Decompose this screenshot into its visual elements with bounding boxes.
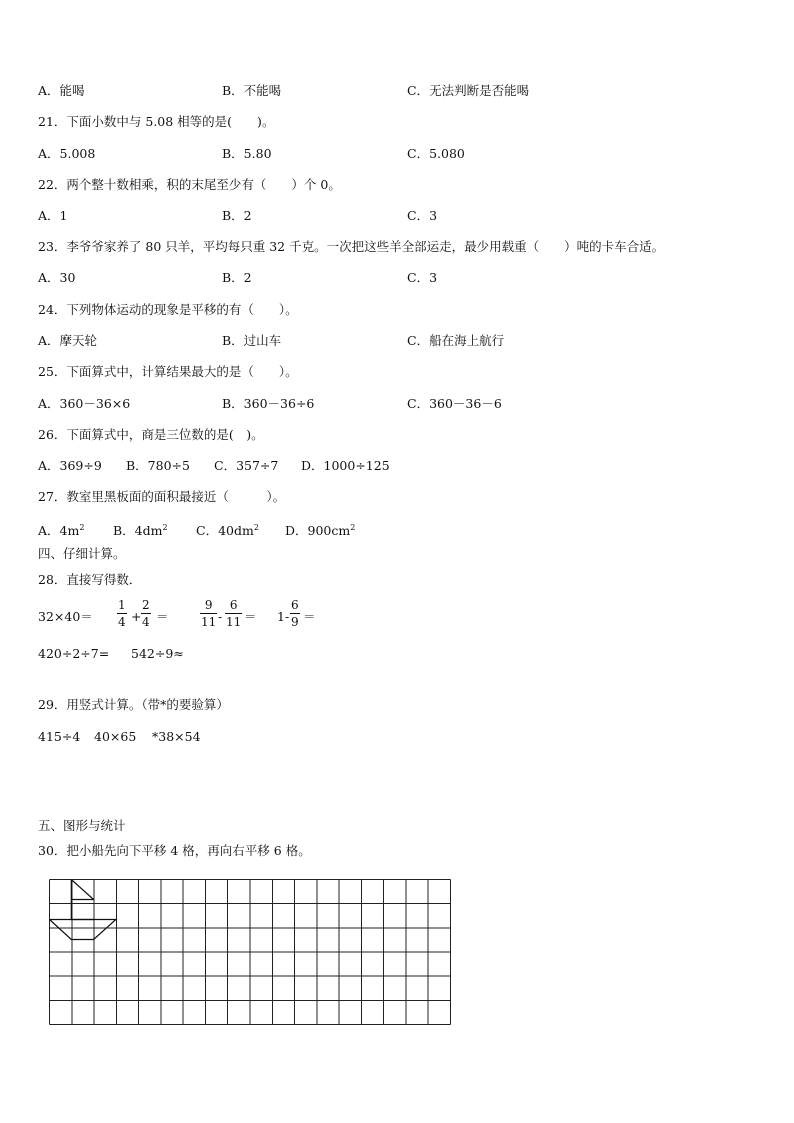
q29-expr-3: *38×54 — [152, 729, 201, 744]
q25-stem: 25．下面算式中，计算结果最大的是（ ）。 — [38, 364, 298, 379]
boat-hull — [50, 920, 116, 940]
q20-option-b: B．不能喝 — [222, 83, 282, 98]
q24-option-b: B．过山车 — [222, 333, 282, 348]
q28-stem: 28．直接写得数． — [38, 572, 142, 587]
q27-option-b: B．$4dm^2$ — [113, 523, 168, 538]
q28-expr-5: 420÷2÷7= — [38, 646, 110, 661]
q27-option-a: A．$4m^2$ — [38, 523, 85, 538]
q22-stem: 22．两个整十数相乘，积的末尾至少有（ ）个 0。 — [38, 177, 341, 192]
q28-expr-6: 542÷9≈ — [131, 646, 184, 661]
q28-fraction-1-4: 1 4 — [118, 598, 126, 629]
boat-sail-edge — [71, 880, 93, 900]
q26-option-a: A．369÷9 — [38, 458, 102, 473]
q28-minus-sign: - — [218, 609, 223, 624]
q27-option-c: C．$40dm^2$ — [196, 523, 259, 538]
q28-fraction-6-9: 6 9 — [291, 598, 299, 629]
q28-plus-sign: + — [131, 609, 142, 624]
section-4-heading: 四、仔细计算。 — [38, 546, 126, 561]
section-5-heading: 五、图形与统计 — [38, 818, 126, 833]
q28-expr-1: 32×40＝ — [38, 609, 93, 624]
q22-option-a: A．1 — [38, 208, 68, 223]
q28-one-minus: 1- — [277, 609, 290, 624]
q25-option-b: B．360－36÷6 — [222, 396, 315, 411]
q22-option-b: B．2 — [222, 208, 252, 223]
q20-option-c: C．无法判断是否能喝 — [407, 83, 530, 98]
q29-expr-2: 40×65 — [94, 729, 137, 744]
q20-option-a: A．能喝 — [38, 83, 85, 98]
q26-stem: 26．下面算式中，商是三位数的是( )。 — [38, 427, 264, 442]
boat-shape — [50, 880, 116, 940]
q30-grid-with-boat — [49, 879, 451, 1025]
q28-equals-1: ＝ — [156, 609, 169, 624]
q27-stem: 27．教室里黑板面的面积最接近（ ）。 — [38, 489, 286, 504]
q29-stem: 29．用竖式计算。（带*的要验算） — [38, 697, 229, 712]
q28-fraction-9-11: 9 11 — [201, 598, 217, 629]
q24-option-a: A．摩天轮 — [38, 333, 98, 348]
q23-stem: 23．李爷爷家养了 80 只羊，平均每只重 32 千克。一次把这些羊全部运走，最少用载重（ ）吨的卡车合适。 — [38, 239, 665, 254]
q22-option-c: C．3 — [407, 208, 438, 223]
q21-option-c: C．5.080 — [407, 146, 465, 161]
q25-option-a: A．360－36×6 — [38, 396, 131, 411]
q21-stem: 21．下面小数中与 5.08 相等的是( )。 — [38, 114, 275, 129]
q24-option-c: C．船在海上航行 — [407, 333, 505, 348]
q24-stem: 24．下列物体运动的现象是平移的有（ ）。 — [38, 302, 298, 317]
q21-option-b: B．5.80 — [222, 146, 272, 161]
q28-fraction-6-11: 6 11 — [226, 598, 242, 629]
q23-option-c: C．3 — [407, 270, 438, 285]
q29-expr-1: 415÷4 — [38, 729, 81, 744]
q23-option-a: A．30 — [38, 270, 76, 285]
q27-option-d: D．$900cm^2$ — [285, 523, 356, 538]
q23-option-b: B．2 — [222, 270, 252, 285]
q25-option-c: C．360－36－6 — [407, 396, 502, 411]
q28-equals-2: ＝ — [244, 609, 257, 624]
q21-option-a: A．5.008 — [38, 146, 96, 161]
q26-option-d: D．1000÷125 — [301, 458, 390, 473]
q26-option-b: B．780÷5 — [126, 458, 190, 473]
q30-stem: 30．把小船先向下平移 4 格，再向右平移 6 格。 — [38, 843, 311, 858]
q26-option-c: C．357÷7 — [214, 458, 279, 473]
grid-lines — [50, 880, 451, 1025]
q28-fraction-2-4: 2 4 — [142, 598, 150, 629]
q28-equals-3: ＝ — [303, 609, 316, 624]
